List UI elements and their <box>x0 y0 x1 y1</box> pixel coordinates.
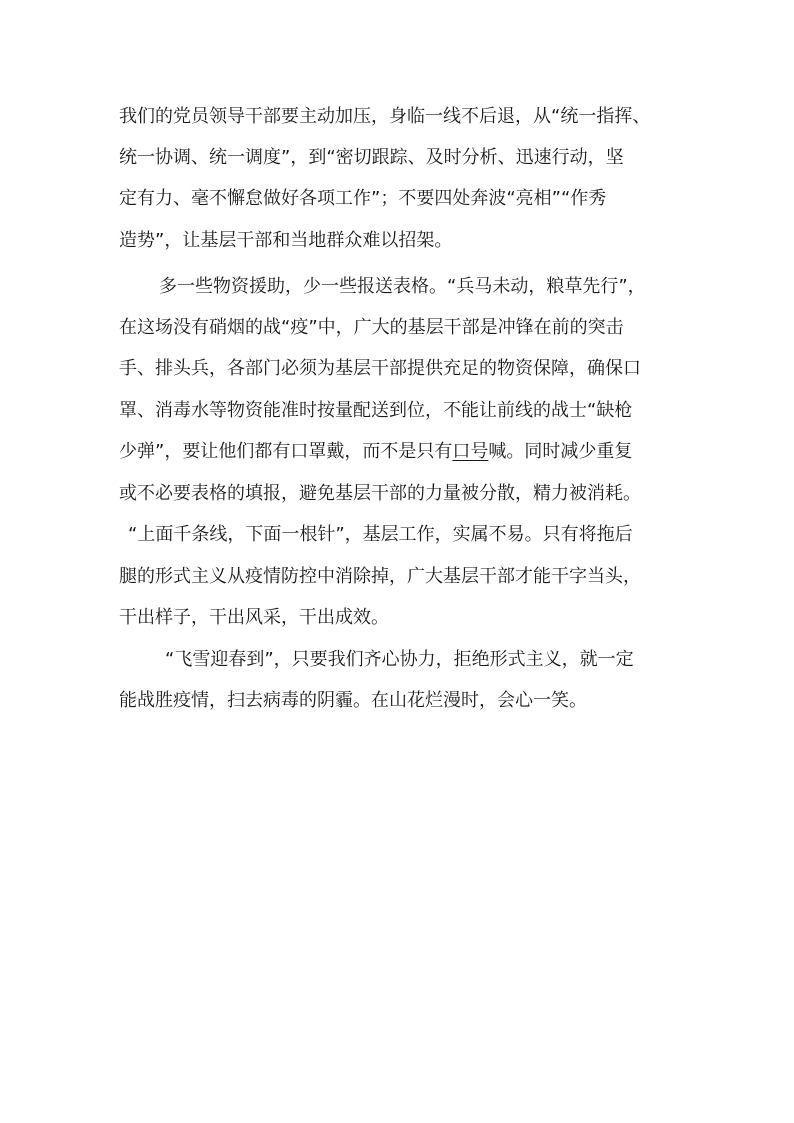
paragraph-line: 罩、消毒水等物资能准时按量配送到位，不能让前线的战士“缺枪 <box>119 400 633 421</box>
line-text: 喊。同时减少重复 <box>488 441 633 462</box>
paragraph-line: 多一些物资援助，少一些报送表格。“兵马未动，粮草先行”， <box>159 276 646 297</box>
underlined-text: 口号 <box>452 441 489 462</box>
paragraph-line: 定有力、毫不懈怠做好各项工作”；不要四处奔波“亮相”“作秀 <box>119 188 607 209</box>
paragraph-line: 或不必要表格的填报，避免基层干部的力量被分散，精力被消耗。 <box>119 483 641 504</box>
paragraph-line: “飞雪迎春到”，只要我们齐心协力，拒绝形式主义，就一定 <box>165 649 634 670</box>
paragraph-line: 手、排头兵，各部门必须为基层干部提供充足的物资保障，确保口 <box>119 358 641 379</box>
paragraph-line: 统一协调、统一调度”，到“密切跟踪、及时分析、迅速行动，坚 <box>119 147 624 168</box>
paragraph-line: 能战胜疫情，扫去病毒的阴霾。在山花烂漫时，会心一笑。 <box>119 690 587 711</box>
paragraph-line <box>119 440 632 464</box>
paragraph-line: 干出样子，干出风采，干出成效。 <box>119 607 389 628</box>
paragraph-line: “上面千条线，下面一根针”，基层工作，实属不易。只有将拖后 <box>128 524 633 545</box>
line-text: 少弹”，要让他们都有口罩戴，而不是只有 <box>119 441 453 462</box>
paragraph-line: 我们的党员领导干部要主动加压，身临一线不后退，从“统一指挥、 <box>119 106 651 127</box>
paragraph-line: 造势”，让基层干部和当地群众难以招架。 <box>119 230 453 251</box>
paragraph-line: 在这场没有硝烟的战“疫”中，广大的基层干部是冲锋在前的突击 <box>119 317 624 338</box>
paragraph-line: 腿的形式主义从疫情防控中消除掉，广大基层干部才能干字当头， <box>119 566 641 587</box>
